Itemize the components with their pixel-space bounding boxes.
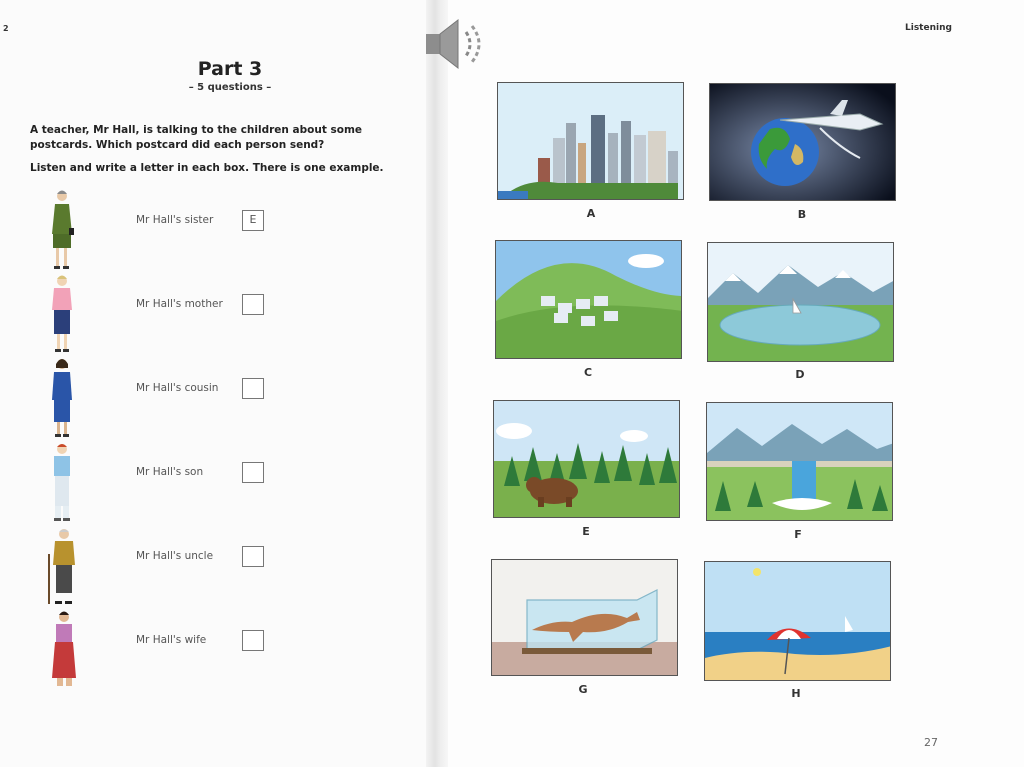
intro-text: A teacher, Mr Hall, is talking to the children about some postcards. Which postcard did each person send?	[30, 124, 363, 151]
page-number-right: 27	[924, 736, 938, 749]
question-label: Mr Hall's uncle	[136, 550, 214, 562]
postcard-f	[706, 402, 893, 521]
question-row	[40, 356, 300, 440]
cousin-figure-icon	[40, 356, 90, 440]
postcard-letter: C	[583, 366, 593, 379]
beach-umbrella-icon	[705, 562, 891, 681]
dinosaur-museum-icon	[492, 560, 678, 676]
question-row	[40, 188, 300, 272]
page-number-left: 2	[3, 24, 9, 33]
globe-airplane-icon	[710, 84, 896, 201]
answer-box[interactable]	[242, 546, 264, 567]
question-row	[40, 608, 300, 692]
speaker-icon[interactable]	[418, 12, 492, 76]
postcard-letter: F	[794, 528, 802, 541]
postcard-d	[707, 242, 894, 362]
uncle-figure-icon	[40, 524, 90, 608]
answer-box[interactable]	[242, 462, 264, 483]
mountain-lake-icon	[708, 243, 894, 362]
hill-village-icon	[496, 241, 682, 359]
question-label: Mr Hall's sister	[136, 214, 214, 226]
book-spine	[426, 0, 448, 767]
part-subtitle: – 5 questions –	[188, 82, 272, 93]
sister-figure-icon	[40, 188, 90, 272]
question-label: Mr Hall's mother	[136, 298, 223, 310]
forest-bear-icon	[494, 401, 680, 518]
question-label: Mr Hall's son	[136, 466, 204, 478]
postcard-letter: B	[797, 208, 807, 221]
postcard-letter: G	[578, 683, 588, 696]
son-figure-icon	[40, 440, 90, 524]
postcard-letter: D	[795, 368, 805, 381]
question-label: Mr Hall's cousin	[136, 382, 219, 394]
answer-box-example: E	[242, 210, 264, 231]
waterfall-icon	[707, 403, 893, 521]
postcard-g	[491, 559, 678, 676]
postcard-a	[497, 82, 684, 200]
postcard-b	[709, 83, 896, 201]
postcard-letter: A	[586, 207, 596, 220]
question-row	[40, 272, 300, 356]
part-title: Part 3	[197, 58, 263, 80]
question-row	[40, 524, 300, 608]
postcard-c	[495, 240, 682, 359]
question-label: Mr Hall's wife	[136, 634, 207, 646]
city-skyline-icon	[498, 83, 684, 200]
mother-figure-icon	[40, 272, 90, 356]
postcard-e	[493, 400, 680, 518]
postcard-letter: H	[791, 687, 801, 700]
section-label: Listening	[905, 23, 952, 33]
postcard-letter: E	[582, 525, 590, 538]
postcard-h	[704, 561, 891, 681]
instruction-text: Listen and write a letter in each box. There is one example.	[30, 162, 384, 174]
answer-box[interactable]	[242, 630, 264, 651]
answer-box[interactable]	[242, 378, 264, 399]
wife-figure-icon	[40, 608, 90, 692]
question-row	[40, 440, 300, 524]
answer-box[interactable]	[242, 294, 264, 315]
